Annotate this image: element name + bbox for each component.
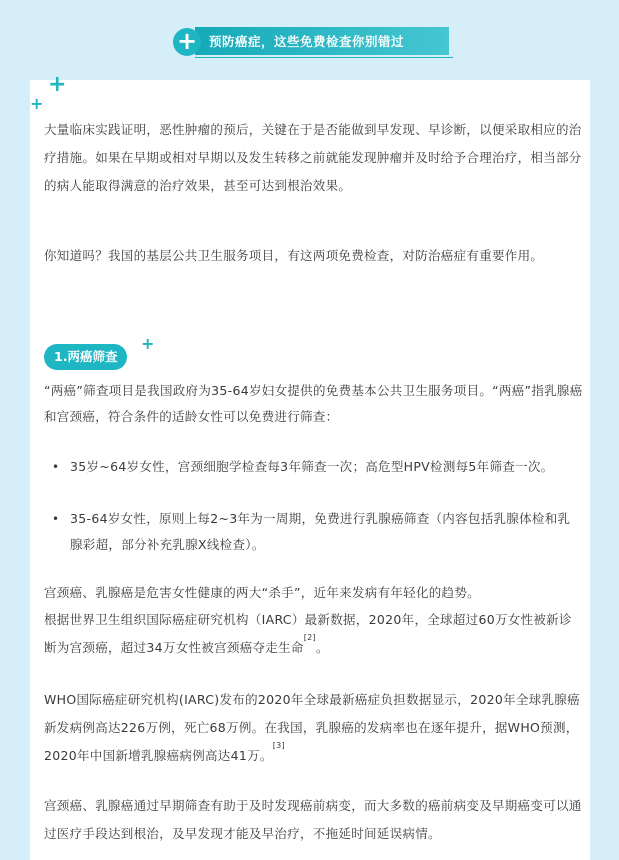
paragraph-5-text: WHO国际癌症研究机构(IARC)发布的2020年全球最新癌症负担数据显示，2020年全球乳腺癌新发病例高达226万例，死亡68万例。在我国，乳腺癌的发病率也在逐年提升，据WHO预测，2020年中国新增乳腺癌病例高达41万。 xyxy=(44,692,580,763)
list-item: 35岁~64岁女性，宫颈细胞学检查每3年筛查一次；高危型HPV检测每5年筛查一次。 xyxy=(70,459,554,474)
paragraph-6: 宫颈癌、乳腺癌通过早期筛查有助于及时发现癌前病变，而大多数的癌前病变及早期癌变可以通过医疗手段达到根治，及早发现才能及早治疗，不拖延时间延误病情。 xyxy=(44,798,582,841)
banner-underline xyxy=(195,57,453,58)
list-item: 35-64岁女性，原则上每2~3年为一周期，免费进行乳腺癌筛查（内容包括乳腺体检和乳腺彩超，部分补充乳腺X线检查）。 xyxy=(70,511,571,552)
section-description: “两癌”筛查项目是我国政府为35-64岁妇女提供的免费基本公共卫生服务项目。“两癌”指乳腺癌和宫颈癌，符合条件的适龄女性可以免费进行筛查： xyxy=(44,383,583,424)
reference-3[interactable]: [3] xyxy=(272,741,285,750)
plus-circle-icon: + xyxy=(173,28,201,56)
intro-paragraph-1: 大量临床实践证明，恶性肿瘤的预后，关键在于是否能做到早发现、早诊断，以便采取相应的治疗措施。如果在早期或相对早期以及发生转移之前就能发现肿瘤并及时给予合理治疗，相当部分的病人能取得满意的治疗效果，甚至可达到根治效果。 xyxy=(44,122,582,193)
section-plus-icon: + xyxy=(141,334,155,353)
paragraph-4-text: 根据世界卫生组织国际癌症研究机构（IARC）最新数据，2020年，全球超过60万女性被新诊断为宫颈癌，超过34万女性被宫颈癌夺走生命 xyxy=(44,612,572,655)
bullet-dot: • xyxy=(52,512,60,526)
paragraph-4-end: 。 xyxy=(315,640,329,655)
intro-paragraph-2: 你知道吗？我国的基层公共卫生服务项目，有这两项免费检查，对防治癌症有重要作用。 xyxy=(44,248,544,263)
paragraph-5 xyxy=(44,686,584,770)
reference-2[interactable]: [2] xyxy=(303,633,316,642)
bullet-dot: • xyxy=(52,460,60,474)
plus-deco-icon: + xyxy=(48,72,67,97)
paragraph-4 xyxy=(44,606,584,662)
banner-title: 预防癌症，这些免费检查你别错过 xyxy=(209,34,405,49)
paragraph-3: 宫颈癌、乳腺癌是危害女性健康的两大“杀手”，近年来发病有年轻化的趋势。 xyxy=(44,585,480,600)
plus-deco-small-icon: + xyxy=(30,94,44,113)
section-title-tag: 1.两癌筛查 xyxy=(44,344,127,370)
